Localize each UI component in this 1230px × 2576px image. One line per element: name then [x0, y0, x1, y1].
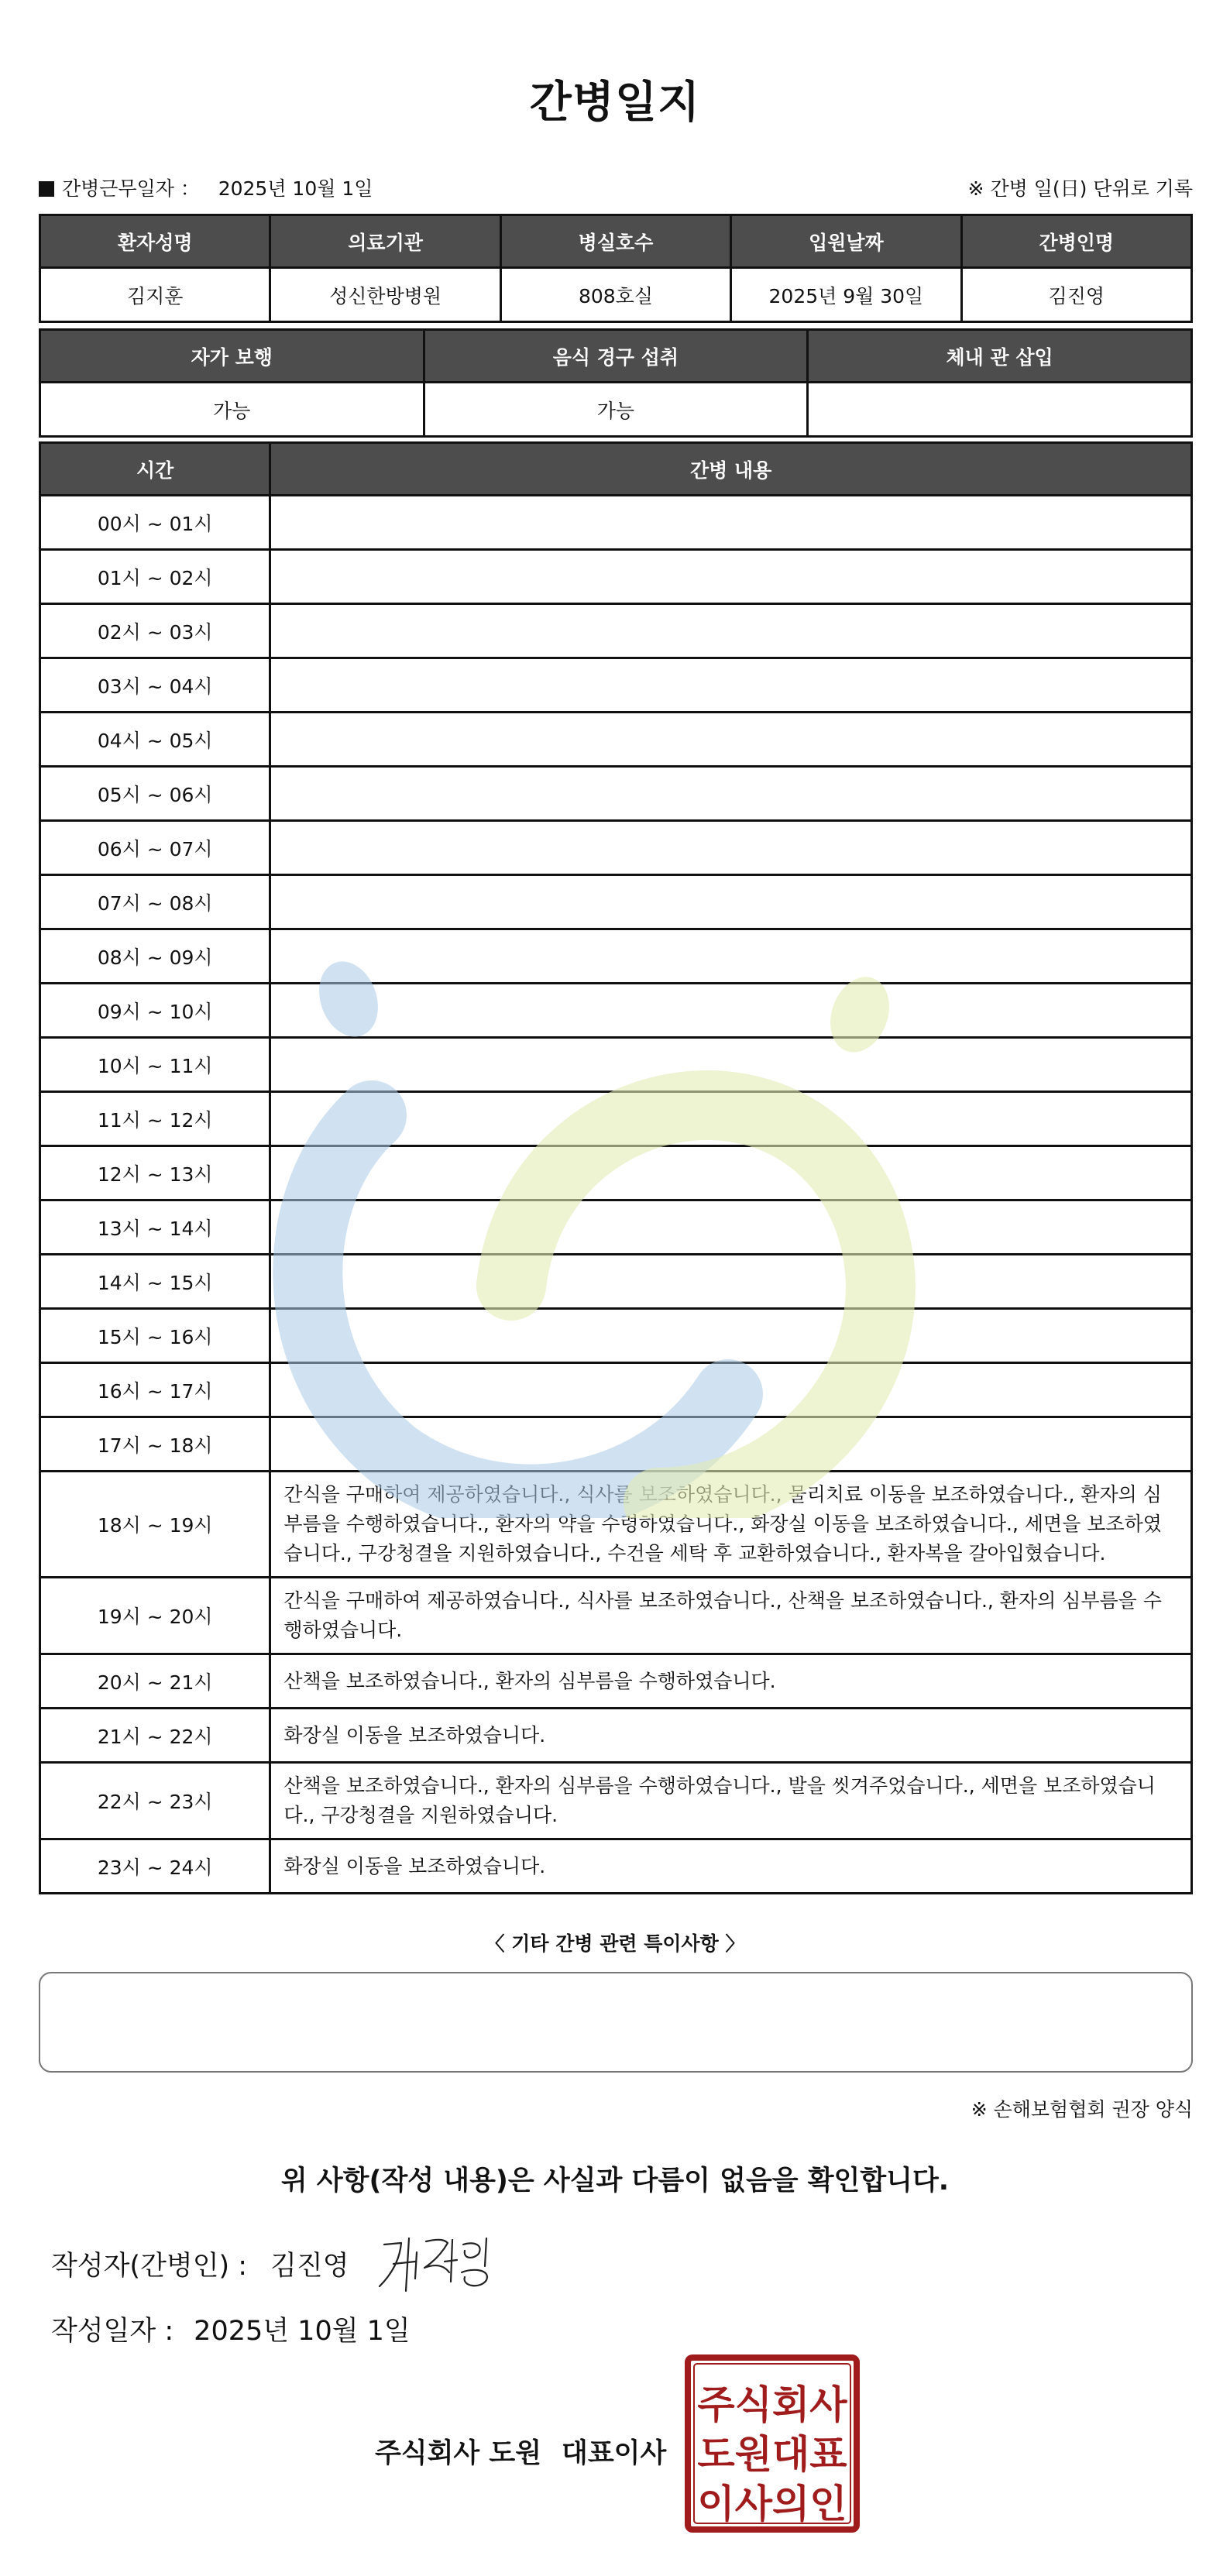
seal-text-line: 도원대표 [697, 2432, 847, 2477]
table-row [40, 658, 1192, 713]
table-row [40, 1578, 1192, 1654]
header-hospital: 의료기관 [270, 215, 500, 268]
handwritten-signature [370, 2221, 502, 2299]
care-content [270, 1146, 1192, 1200]
work-date-value: 2025년 10월 1일 [218, 177, 373, 200]
care-content: 간식을 구매하여 제공하였습니다., 식사를 보조하였습니다., 물리치료 이동을 보조하였습니다., 환자의 심부름을 수행하였습니다., 환자의 약을 수령하였습니다., 화장실 이동을 보조하였습니다., 세면을 보조하였습니다., 구강청결을 지원하였습니다., 수건을 세탁 후 교환하였습니다., 환자복을 갈아입혔습니다. [270, 1472, 1192, 1578]
care-content [270, 1255, 1192, 1309]
time-slot: 00시 ~ 01시 [40, 496, 270, 550]
time-slot: 10시 ~ 11시 [40, 1038, 270, 1092]
table-row [40, 1146, 1192, 1200]
table-row [40, 1200, 1192, 1255]
table-row [40, 1709, 1192, 1763]
header-room: 병실호수 [500, 215, 730, 268]
time-slot: 22시 ~ 23시 [40, 1763, 270, 1839]
recommend-note: ※ 손해보험협회 권장 양식 [971, 2098, 1193, 2121]
seal-text-line: 주식회사 [697, 2382, 847, 2427]
care-content: 화장실 이동을 보조하였습니다. [270, 1709, 1192, 1763]
oral-intake-value: 가능 [424, 383, 808, 437]
care-content: 산책을 보조하였습니다., 환자의 심부름을 수행하였습니다. [270, 1654, 1192, 1709]
header-tube-insertion: 체내 관 삽입 [808, 330, 1192, 383]
write-date-line [51, 2310, 411, 2348]
care-content [270, 496, 1192, 550]
care-content [270, 1092, 1192, 1146]
time-slot: 23시 ~ 24시 [40, 1839, 270, 1894]
table-row [40, 1038, 1192, 1092]
care-content: 산책을 보조하였습니다., 환자의 심부름을 수행하였습니다., 발을 씻겨주었습니다., 세면을 보조하였습니다., 구강청결을 지원하였습니다. [270, 1763, 1192, 1839]
header-oral-intake: 음식 경구 섭취 [424, 330, 808, 383]
care-content [270, 1200, 1192, 1255]
notes-title: 〈 기타 간병 관련 특이사항 〉 [485, 1932, 745, 1955]
table-row [40, 1763, 1192, 1839]
room-number: 808호실 [500, 268, 730, 322]
confirm-statement: 위 사항(작성 내용)은 사실과 다름이 없음을 확인합니다. [280, 2166, 950, 2196]
hourly-care-log-table [39, 441, 1193, 1894]
patient-info-table [39, 214, 1193, 323]
table-row [40, 1309, 1192, 1363]
time-slot: 02시 ~ 03시 [40, 604, 270, 658]
tube-insertion-value [808, 383, 1192, 437]
writer-line [51, 2245, 349, 2283]
care-content [270, 713, 1192, 767]
care-content [270, 1417, 1192, 1472]
table-row [40, 984, 1192, 1038]
care-content [270, 1363, 1192, 1417]
time-slot: 07시 ~ 08시 [40, 875, 270, 929]
time-slot: 04시 ~ 05시 [40, 713, 270, 767]
care-content: 간식을 구매하여 제공하였습니다., 식사를 보조하였습니다., 산책을 보조하였습니다., 환자의 심부름을 수행하였습니다. [270, 1578, 1192, 1654]
write-date-label: 작성일자 : [51, 2316, 174, 2347]
hospital-name: 성신한방병원 [270, 268, 500, 322]
time-slot: 09시 ~ 10시 [40, 984, 270, 1038]
table-row [40, 1363, 1192, 1417]
time-slot: 14시 ~ 15시 [40, 1255, 270, 1309]
company-role: 대표이사 [562, 2438, 667, 2469]
table-row [40, 1654, 1192, 1709]
care-content [270, 767, 1192, 821]
table-row [40, 1839, 1192, 1894]
time-slot: 15시 ~ 16시 [40, 1309, 270, 1363]
notes-box [39, 1972, 1193, 2073]
square-bullet-icon [39, 181, 54, 197]
time-slot: 18시 ~ 19시 [40, 1472, 270, 1578]
self-walking-value: 가능 [40, 383, 424, 437]
admission-date: 2025년 9월 30일 [731, 268, 961, 322]
header-care-content: 간병 내용 [270, 443, 1192, 496]
work-date-label: 간병근무일자 ： [62, 177, 200, 200]
header-time: 시간 [40, 443, 270, 496]
time-slot: 01시 ~ 02시 [40, 550, 270, 604]
caregiver-name: 김진영 [961, 268, 1191, 322]
care-content [270, 604, 1192, 658]
company-seal-stamp [685, 2354, 860, 2533]
care-content: 화장실 이동을 보조하였습니다. [270, 1839, 1192, 1894]
time-slot: 20시 ~ 21시 [40, 1654, 270, 1709]
header-caregiver-name: 간병인명 [961, 215, 1191, 268]
time-slot: 05시 ~ 06시 [40, 767, 270, 821]
care-content [270, 658, 1192, 713]
table-row [40, 875, 1192, 929]
time-slot: 11시 ~ 12시 [40, 1092, 270, 1146]
work-date [39, 173, 373, 201]
patient-name: 김지훈 [40, 268, 270, 322]
care-content [270, 929, 1192, 984]
writer-name: 김진영 [270, 2251, 349, 2282]
table-row [40, 496, 1192, 550]
time-slot: 13시 ~ 14시 [40, 1200, 270, 1255]
table-row [40, 767, 1192, 821]
writer-label: 작성자(간병인) : [51, 2251, 248, 2282]
table-row [40, 929, 1192, 984]
unit-note: ※ 간병 일(日) 단위로 기록 [967, 177, 1193, 200]
time-slot: 17시 ~ 18시 [40, 1417, 270, 1472]
table-row [40, 550, 1192, 604]
table-row [40, 713, 1192, 767]
time-slot: 19시 ~ 20시 [40, 1578, 270, 1654]
table-row [40, 604, 1192, 658]
patient-status-table [39, 328, 1193, 438]
table-row [40, 1092, 1192, 1146]
header-self-walking: 자가 보행 [40, 330, 424, 383]
seal-text-line: 이사의인 [697, 2482, 847, 2526]
company-name: 주식회사 도원 [375, 2438, 542, 2469]
table-row [40, 1255, 1192, 1309]
care-content [270, 875, 1192, 929]
table-row [40, 821, 1192, 875]
time-slot: 16시 ~ 17시 [40, 1363, 270, 1417]
time-slot: 08시 ~ 09시 [40, 929, 270, 984]
table-row [40, 1417, 1192, 1472]
table-row [40, 1472, 1192, 1578]
company-line [375, 2432, 666, 2471]
header-patient-name: 환자성명 [40, 215, 270, 268]
write-date-value: 2025년 10월 1일 [194, 2316, 411, 2347]
care-content [270, 1038, 1192, 1092]
time-slot: 03시 ~ 04시 [40, 658, 270, 713]
header-admission-date: 입원날짜 [731, 215, 961, 268]
time-slot: 06시 ~ 07시 [40, 821, 270, 875]
time-slot: 12시 ~ 13시 [40, 1146, 270, 1200]
care-content [270, 984, 1192, 1038]
page-title: 간병일지 [529, 77, 701, 128]
care-content [270, 1309, 1192, 1363]
time-slot: 21시 ~ 22시 [40, 1709, 270, 1763]
care-content [270, 550, 1192, 604]
care-content [270, 821, 1192, 875]
